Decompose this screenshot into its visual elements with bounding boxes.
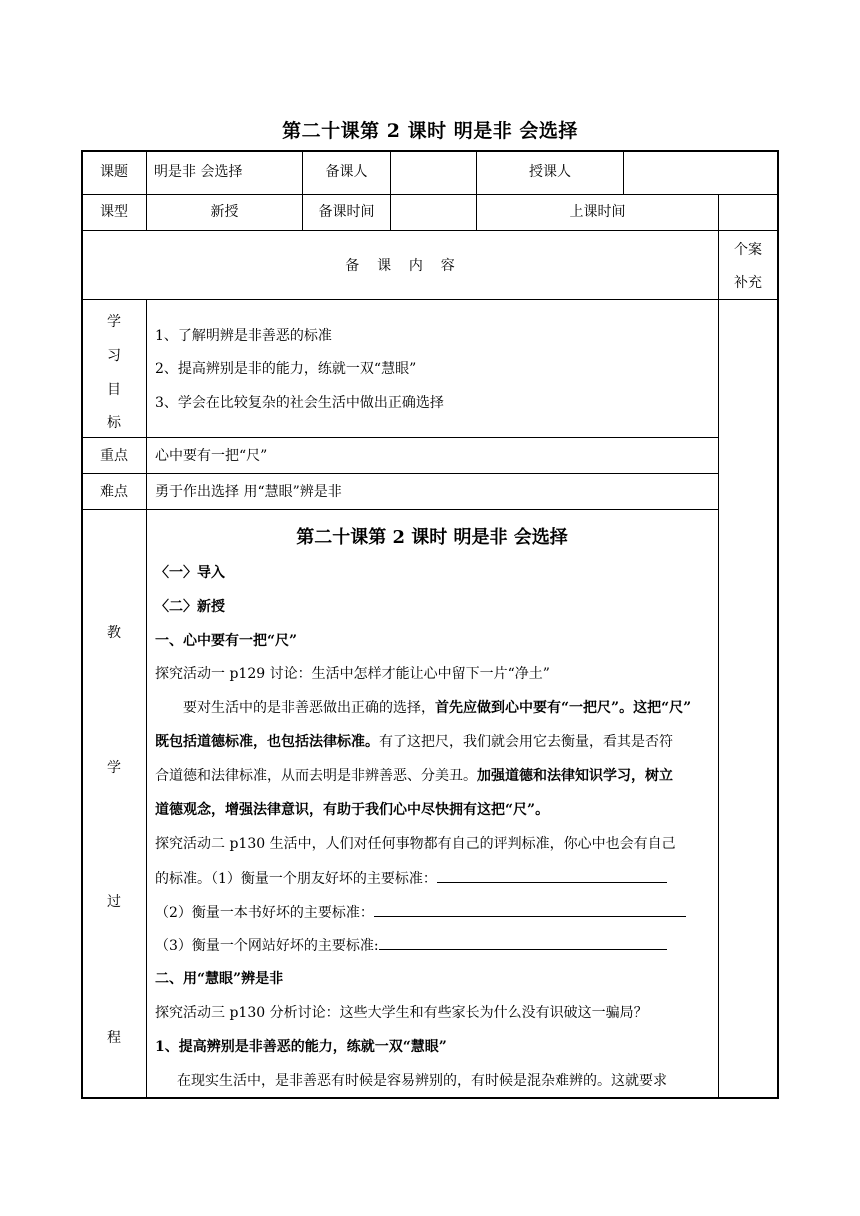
intro-heading: 〈一〉导入 bbox=[155, 565, 225, 581]
paragraph1-line4: 道德观念，增强法律意识，有助于我们心中尽快拥有这把“尺”。 bbox=[155, 802, 550, 818]
process-label-char: 学 bbox=[107, 760, 121, 776]
activity2-line1: 探究活动二 p130 生活中，人们对任何事物都有自己的评判标准，你心中也会有自己 bbox=[155, 836, 676, 852]
objective-item: 2、提高辨别是非的能力，练就一双“慧眼” bbox=[155, 361, 417, 377]
objectives-label-char: 学 bbox=[107, 314, 121, 330]
paragraph2: 在现实生活中，是非善恶有时候是容易辨别的，有时候是混杂难辨的。这就要求 bbox=[177, 1073, 667, 1089]
new-heading: 〈二〉新授 bbox=[155, 599, 225, 615]
topic-label: 课题 bbox=[100, 164, 128, 180]
activity2-line2: 的标准。（1）衡量一个朋友好坏的主要标准： bbox=[155, 868, 711, 889]
paragraph1-line2: 既包括道德标准，也包括法律标准。有了这把尺，我们就会用它去衡量，看其是否符 bbox=[155, 734, 673, 750]
objectives-label-char: 目 bbox=[107, 382, 121, 398]
type-label: 课型 bbox=[100, 204, 128, 220]
answer-blank[interactable] bbox=[437, 868, 667, 883]
teacher-label: 授课人 bbox=[529, 164, 571, 180]
preparer-label: 备课人 bbox=[325, 164, 368, 180]
activity3-text: 探究活动三 p130 分析讨论：这些大学生和有些家长为什么没有识破这一骗局？ bbox=[155, 1005, 648, 1021]
process-label-char: 教 bbox=[107, 625, 121, 641]
answer-blank[interactable] bbox=[379, 935, 667, 950]
objectives-label-char: 习 bbox=[107, 348, 121, 364]
supplement-label-1: 个案 bbox=[734, 242, 762, 258]
supplement-label-2: 补充 bbox=[734, 275, 762, 291]
section2-heading: 二、用“慧眼”辨是非 bbox=[155, 971, 284, 987]
prep-time-label: 备课时间 bbox=[318, 204, 375, 220]
subsection1-heading: 1、提高辨别是非善恶的能力，练就一双“慧眼” bbox=[155, 1039, 447, 1055]
key-point-value: 心中要有一把“尺” bbox=[155, 448, 268, 464]
content-header: 备 课 内 容 bbox=[345, 258, 455, 274]
question3: （3）衡量一个网站好坏的主要标准: bbox=[155, 935, 711, 956]
page-title: 第二十课第 2 课时 明是非 会选择 bbox=[282, 120, 578, 142]
objective-item: 3、学会在比较复杂的社会生活中做出正确选择 bbox=[155, 395, 444, 411]
objective-item: 1、了解明辨是非善恶的标准 bbox=[155, 328, 332, 344]
paragraph1-line1: 要对生活中的是非善恶做出正确的选择，首先应做到心中要有“一把尺”。这把“尺” bbox=[183, 700, 692, 716]
process-label-char: 过 bbox=[107, 894, 121, 910]
section1-heading: 一、心中要有一把“尺” bbox=[155, 633, 298, 649]
type-value: 新授 bbox=[210, 204, 239, 220]
answer-blank[interactable] bbox=[374, 902, 686, 917]
question2: （2）衡量一本书好坏的主要标准： bbox=[155, 902, 711, 923]
process-title: 第二十课第 2 课时 明是非 会选择 bbox=[296, 527, 568, 548]
key-point-label: 重点 bbox=[100, 448, 128, 464]
difficulty-label: 难点 bbox=[100, 484, 128, 500]
topic-value: 明是非 会选择 bbox=[154, 164, 243, 180]
objectives-label-char: 标 bbox=[107, 415, 121, 431]
paragraph1-line3: 合道德和法律标准，从而去明是非辨善恶、分美丑。加强道德和法律知识学习，树立 bbox=[155, 768, 673, 784]
difficulty-value: 勇于作出选择 用“慧眼”辨是非 bbox=[155, 484, 342, 500]
class-time-label: 上课时间 bbox=[569, 204, 626, 220]
process-label-char: 程 bbox=[107, 1030, 121, 1046]
activity1-text: 探究活动一 p129 讨论：生活中怎样才能让心中留下一片“净土” bbox=[155, 666, 550, 682]
